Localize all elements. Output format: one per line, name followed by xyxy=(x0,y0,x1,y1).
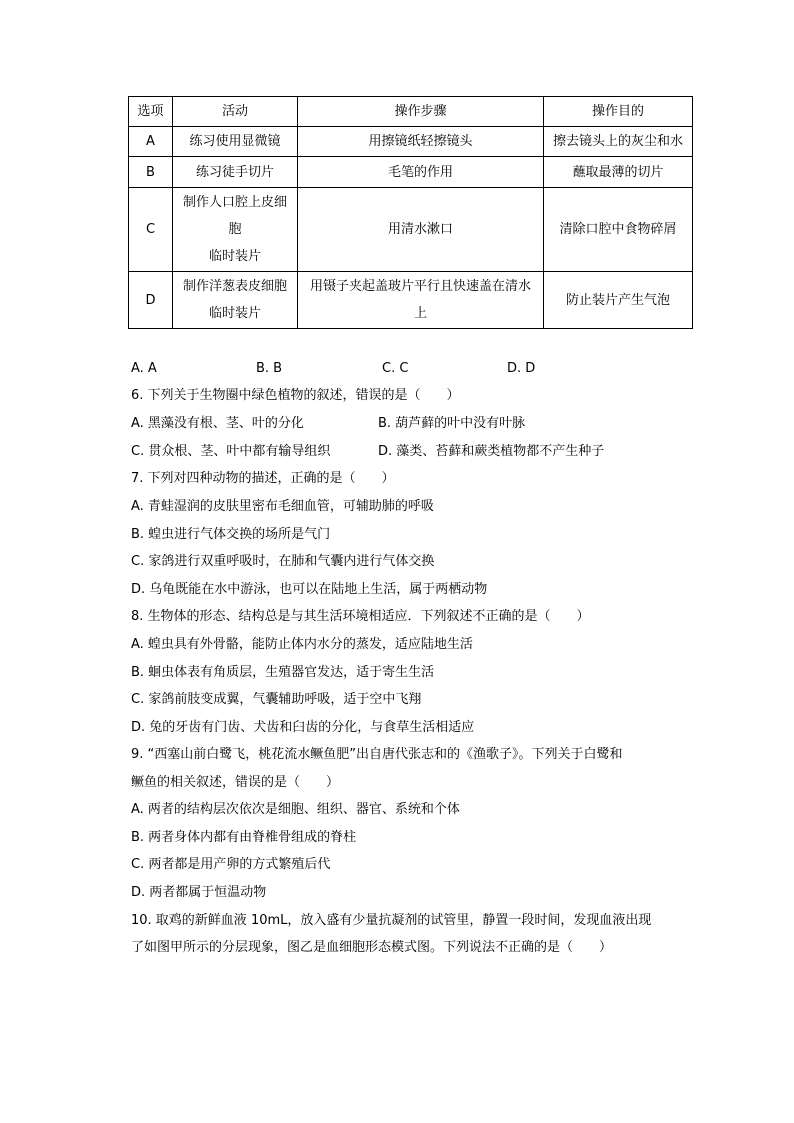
q5-choice-d: D. D xyxy=(507,361,536,376)
row-purpose: 清除口腔中食物碎屑 xyxy=(544,188,693,272)
row-step: 毛笔的作用 xyxy=(298,157,544,188)
q9-choice-c: C. 两者都是用产卵的方式繁殖后代 xyxy=(131,857,331,872)
activity-line: 临时装片 xyxy=(208,249,261,264)
q5-choice-c: C. C xyxy=(382,361,409,376)
q9-choice-b: B. 两者身体内都有由脊椎骨组成的脊柱 xyxy=(131,830,357,845)
step-line: 用镊子夹起盖玻片平行且快速盖在清水 xyxy=(309,279,531,294)
q10-stem-line1: 10. 取鸡的新鲜血液 10mL，放入盛有少量抗凝剂的试管里，静置一段时间，发现血液出现 xyxy=(131,913,652,928)
q8-choice-a: A. 蝗虫具有外骨骼，能防止体内水分的蒸发，适应陆地生活 xyxy=(131,637,473,652)
q6-choice-a: A. 黑藻没有根、茎、叶的分化 xyxy=(131,416,304,431)
row-purpose: 蘸取最薄的切片 xyxy=(544,157,693,188)
row-activity: 练习徒手切片 xyxy=(173,157,298,188)
row-activity: 练习使用显微镜 xyxy=(173,127,298,157)
q8-choice-b: B. 蛔虫体表有角质层，生殖器官发达，适于寄生生活 xyxy=(131,665,435,680)
q5-choice-b: B. B xyxy=(256,361,283,376)
q10-stem-line2: 了如图甲所示的分层现象，图乙是血细胞形态模式图。下列说法不正确的是（ ） xyxy=(131,940,613,955)
q6-choices-row1 xyxy=(131,416,691,432)
activity-line: 制作洋葱表皮细胞 xyxy=(182,279,287,294)
q8-stem: 8. 生物体的形态、结构总是与其生活环境相适应．下列叙述不正确的是（ ） xyxy=(131,609,590,624)
q6-choice-b: B. 葫芦藓的叶中没有叶脉 xyxy=(378,416,526,431)
q9-stem-line2: 鳜鱼的相关叙述，错误的是（ ） xyxy=(131,775,340,790)
table-row xyxy=(129,272,693,329)
header-purpose: 操作目的 xyxy=(544,97,693,127)
table-header-row xyxy=(129,97,693,127)
row-step: 用擦镜纸轻擦镜头 xyxy=(298,127,544,157)
q6-stem: 6. 下列关于生物圈中绿色植物的叙述，错误的是（ ） xyxy=(131,388,460,403)
row-purpose: 防止装片产生气泡 xyxy=(544,272,693,329)
header-option: 选项 xyxy=(129,97,173,127)
row-activity xyxy=(173,188,298,272)
q6-choices-row2 xyxy=(131,444,691,460)
activity-line: 胞 xyxy=(228,222,242,237)
row-option: A xyxy=(129,127,173,157)
q7-choice-a: A. 青蛙湿润的皮肤里密布毛细血管，可辅助肺的呼吸 xyxy=(131,499,434,514)
table-row xyxy=(129,157,693,188)
row-activity xyxy=(173,272,298,329)
q9-choice-a: A. 两者的结构层次依次是细胞、组织、器官、系统和个体 xyxy=(131,802,460,817)
row-step: 用清水漱口 xyxy=(298,188,544,272)
q7-choice-d: D. 乌龟既能在水中游泳，也可以在陆地上生活，属于两栖动物 xyxy=(131,582,488,597)
q7-choice-b: B. 蝗虫进行气体交换的场所是气门 xyxy=(131,527,331,542)
q9-choice-d: D. 两者都属于恒温动物 xyxy=(131,885,267,900)
q6-choice-c: C. 贯众根、茎、叶中都有输导组织 xyxy=(131,444,331,459)
row-option: C xyxy=(129,188,173,272)
step-line: 上 xyxy=(413,306,427,321)
q7-stem: 7. 下列对四种动物的描述，正确的是（ ） xyxy=(131,471,395,486)
table-row xyxy=(129,188,693,272)
q5-choice-a: A. A xyxy=(131,361,157,376)
table-row xyxy=(129,127,693,157)
activity-line: 制作人口腔上皮细 xyxy=(182,195,287,210)
header-step: 操作步骤 xyxy=(298,97,544,127)
q9-stem-line1: 9. “西塞山前白鹭飞，桃花流水鳜鱼肥”出自唐代张志和的《渔歌子》。下列关于白鹭和 xyxy=(131,747,623,762)
row-purpose: 擦去镜头上的灰尘和水 xyxy=(544,127,693,157)
q5-choices xyxy=(131,361,691,377)
experiment-operations-table xyxy=(128,96,693,329)
q8-choice-d: D. 兔的牙齿有门齿、犬齿和臼齿的分化，与食草生活相适应 xyxy=(131,720,475,735)
row-option: B xyxy=(129,157,173,188)
q6-choice-d: D. 藻类、苔藓和蕨类植物都不产生种子 xyxy=(378,444,605,459)
row-option: D xyxy=(129,272,173,329)
header-activity: 活动 xyxy=(173,97,298,127)
row-step xyxy=(298,272,544,329)
q7-choice-c: C. 家鸽进行双重呼吸时，在肺和气囊内进行气体交换 xyxy=(131,554,435,569)
q8-choice-c: C. 家鸽前肢变成翼，气囊辅助呼吸，适于空中飞翔 xyxy=(131,692,422,707)
activity-line: 临时装片 xyxy=(208,306,261,321)
